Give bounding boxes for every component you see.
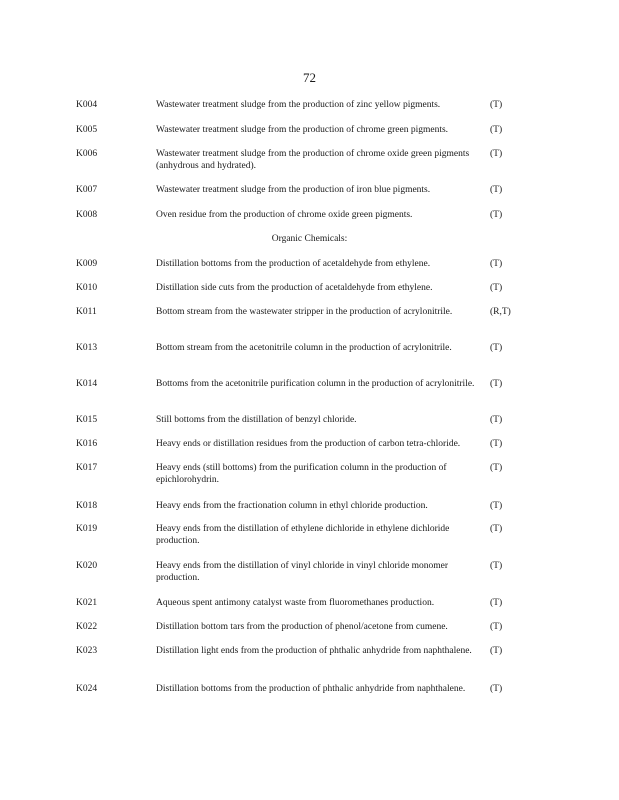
- waste-description: Distillation light ends from the production of phthalic anhydride from naphthalene.: [156, 646, 472, 656]
- waste-description: Heavy ends from the fractionation column in ethyl chloride production.: [156, 501, 428, 511]
- waste-description: Heavy ends from the distillation of ethylene dichloride in ethylene dichloride production.: [156, 524, 450, 546]
- waste-description: Wastewater treatment sludge from the production of zinc yellow pigments.: [156, 100, 441, 110]
- waste-description: Distillation bottoms from the production of acetaldehyde from ethylene.: [156, 259, 431, 269]
- hazard-code: (T): [490, 622, 503, 632]
- hazard-code: (T): [490, 125, 503, 135]
- hazard-code: (T): [490, 439, 503, 449]
- waste-code: K009: [76, 259, 98, 269]
- waste-code: K018: [76, 501, 98, 511]
- waste-code: K006: [76, 149, 98, 159]
- waste-code: K022: [76, 622, 98, 632]
- waste-description: Heavy ends from the distillation of vinyl chloride in vinyl chloride monomer production.: [156, 561, 449, 583]
- waste-description: Heavy ends or distillation residues from the production of carbon tetra-chloride.: [156, 439, 461, 449]
- waste-code: K005: [76, 125, 98, 135]
- waste-code: K024: [76, 684, 98, 694]
- waste-description: Aqueous spent antimony catalyst waste from fluoromethanes production.: [156, 598, 435, 608]
- hazard-code: (T): [490, 185, 503, 195]
- hazard-code: (T): [490, 524, 503, 534]
- waste-code: K014: [76, 379, 98, 389]
- waste-code: K023: [76, 646, 98, 656]
- waste-description: Oven residue from the production of chrome oxide green pigments.: [156, 210, 413, 220]
- waste-description: Wastewater treatment sludge from the production of iron blue pigments.: [156, 185, 431, 195]
- waste-code: K017: [76, 463, 98, 473]
- waste-code: K007: [76, 185, 98, 195]
- waste-description: Still bottoms from the distillation of benzyl chloride.: [156, 415, 357, 425]
- page-number: 72: [303, 70, 316, 85]
- hazard-code: (T): [490, 149, 503, 159]
- hazard-code: (T): [490, 561, 503, 571]
- waste-code: K016: [76, 439, 98, 449]
- waste-description: Wastewater treatment sludge from the production of chrome green pigments.: [156, 125, 449, 135]
- hazard-code: (T): [490, 684, 503, 694]
- hazard-code: (T): [490, 283, 503, 293]
- hazard-code: (R,T): [490, 307, 511, 317]
- waste-code: K020: [76, 561, 98, 571]
- waste-code: K019: [76, 524, 98, 534]
- hazard-code: (T): [490, 379, 503, 389]
- waste-description: Heavy ends (still bottoms) from the purification column in the production of epichlorohydrin.: [156, 463, 447, 485]
- waste-description: Bottom stream from the wastewater stripper in the production of acrylonitrile.: [156, 307, 453, 317]
- hazard-code: (T): [490, 415, 503, 425]
- waste-code: K015: [76, 415, 98, 425]
- hazard-code: (T): [490, 259, 503, 269]
- waste-description: Bottoms from the acetonitrile purification column in the production of acrylonitrile.: [156, 379, 475, 389]
- waste-code: K013: [76, 343, 98, 353]
- waste-code: K021: [76, 598, 98, 608]
- section-heading: Organic Chemicals:: [271, 234, 348, 244]
- hazard-code: (T): [490, 598, 503, 608]
- waste-code: K011: [76, 307, 97, 317]
- hazard-code: (T): [490, 646, 503, 656]
- hazard-code: (T): [490, 343, 503, 353]
- waste-code: K010: [76, 283, 98, 293]
- waste-description: Bottom stream from the acetonitrile column in the production of acrylonitrile.: [156, 343, 452, 353]
- waste-description: Distillation bottoms from the production of phthalic anhydride from naphthalene.: [156, 684, 466, 694]
- hazard-code: (T): [490, 463, 503, 473]
- hazard-code: (T): [490, 501, 503, 511]
- waste-code: K004: [76, 100, 98, 110]
- waste-description: Distillation bottom tars from the production of phenol/acetone from cumene.: [156, 622, 448, 632]
- waste-description: Distillation side cuts from the production of acetaldehyde from ethylene.: [156, 283, 433, 293]
- hazard-code: (T): [490, 100, 503, 110]
- waste-description: Wastewater treatment sludge from the production of chrome oxide green pigments (anhydrous and hydrated).: [156, 149, 470, 171]
- hazard-code: (T): [490, 210, 503, 220]
- waste-code: K008: [76, 210, 98, 220]
